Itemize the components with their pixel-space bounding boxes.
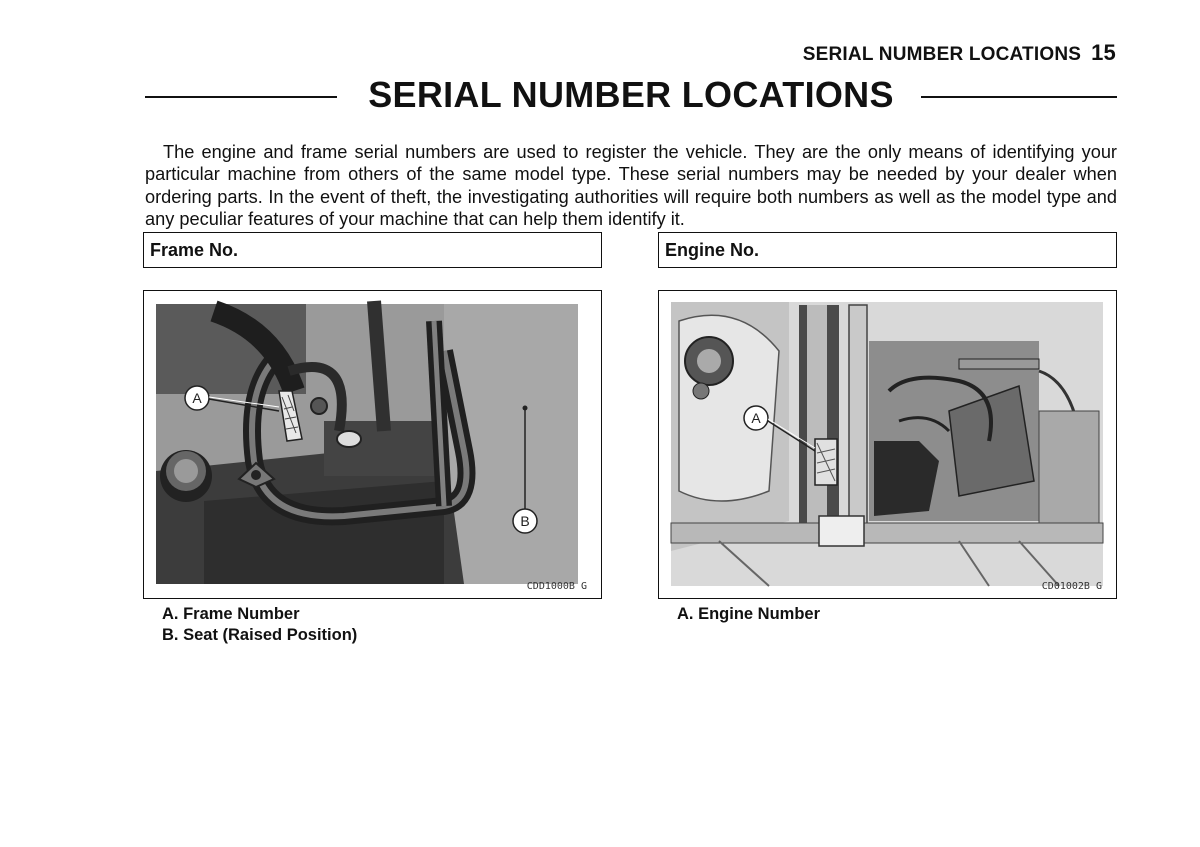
frame-number-figure bbox=[143, 290, 602, 599]
engine-caption-a: A. Engine Number bbox=[677, 605, 821, 623]
frame-caption-a: A. Frame Number bbox=[162, 605, 300, 623]
frame-figure-code: CDD1000B G bbox=[526, 581, 587, 592]
callout-a-label: A bbox=[192, 390, 202, 406]
running-header-section: SERIAL NUMBER LOCATIONS bbox=[802, 44, 1082, 65]
running-header bbox=[803, 40, 1116, 66]
title-row bbox=[145, 74, 1117, 118]
engine-no-label: Engine No. bbox=[658, 232, 1117, 268]
callout-b-label: B bbox=[520, 513, 530, 529]
frame-illustration bbox=[144, 291, 600, 597]
frame-caption-b: B. Seat (Raised Position) bbox=[162, 626, 358, 644]
engine-caption-list bbox=[677, 604, 820, 625]
engine-illustration bbox=[659, 291, 1115, 597]
title-rule-right bbox=[921, 96, 1117, 98]
engine-number-figure bbox=[658, 290, 1117, 599]
engine-callout-a-label: A bbox=[751, 410, 761, 426]
engine-figure-code: CD01002B G bbox=[1041, 581, 1102, 592]
frame-no-label: Frame No. bbox=[143, 232, 602, 268]
intro-paragraph: The engine and frame serial numbers are used to register the vehicle. They are the only means of identifying your particular machine from others of the same model type. These serial numbers may be needed by your dealer when ordering parts. In the event of theft, the investigating authorities will require both numbers as well as the model type and any peculiar features of your machine that can help them identify it. bbox=[145, 142, 1117, 229]
page-number: 15 bbox=[1091, 40, 1116, 65]
frame-caption-list bbox=[162, 604, 357, 646]
page-title: SERIAL NUMBER LOCATIONS bbox=[368, 74, 894, 115]
